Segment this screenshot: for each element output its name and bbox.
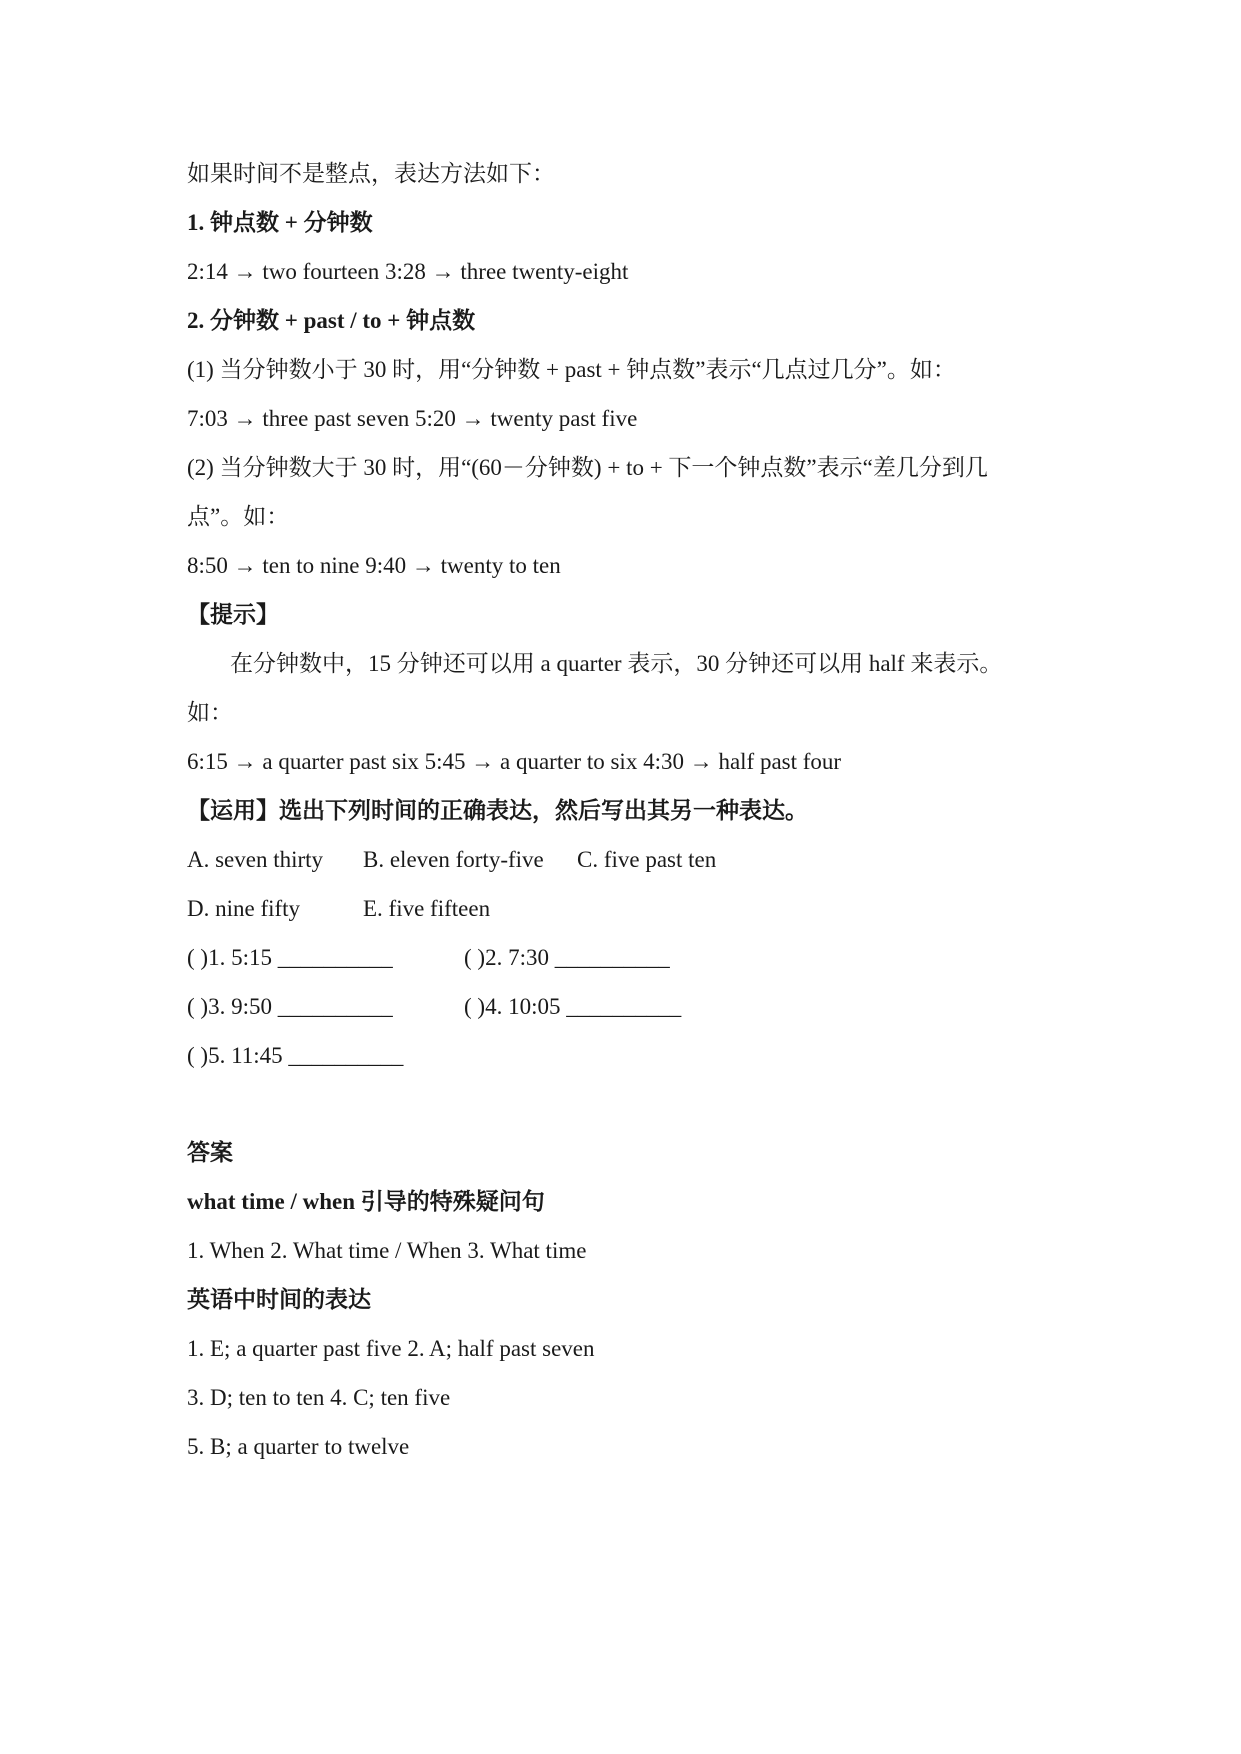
method1-heading: 1. 钟点数 + 分钟数 (187, 210, 373, 235)
option-d: D. nine fifty (187, 896, 301, 921)
answers-section2-line3: 5. B; a quarter to twelve (187, 1434, 410, 1459)
method2-rule2-line2: 点”。如： (187, 504, 290, 529)
question-4[interactable]: ( )4. 10:05 __________ (464, 994, 682, 1019)
method2-example2: 8:50 → ten to nine 9:40 → twenty to ten (187, 553, 561, 578)
option-b: B. eleven forty-five (363, 847, 544, 872)
question-1[interactable]: ( )1. 5:15 __________ (187, 945, 393, 970)
question-3[interactable]: ( )3. 9:50 __________ (187, 994, 393, 1019)
question-2[interactable]: ( )2. 7:30 __________ (464, 945, 670, 970)
method1-example: 2:14 → two fourteen 3:28 → three twenty-eight (187, 259, 629, 284)
question-row-1 (187, 943, 670, 973)
answers-section1-title: what time / when 引导的特殊疑问句 (187, 1189, 545, 1214)
option-a: A. seven thirty (187, 847, 324, 872)
method2-rule2-line1: (2) 当分钟数大于 30 时，用“(60－分钟数) + to + 下一个钟点数”表示“差几分到几 (187, 455, 988, 480)
options-row-2 (187, 894, 490, 924)
options-row-1 (187, 845, 716, 875)
question-5[interactable]: ( )5. 11:45 __________ (187, 1043, 404, 1068)
method2-rule1: (1) 当分钟数小于 30 时，用“分钟数 + past + 钟点数”表示“几点过几分”。如： (187, 357, 956, 382)
option-c: C. five past ten (577, 847, 717, 872)
tip-text-line2: 如： (187, 700, 233, 725)
method2-example1: 7:03 → three past seven 5:20 → twenty past five (187, 406, 638, 431)
question-row-3 (187, 1041, 403, 1071)
answers-section2-title: 英语中时间的表达 (187, 1287, 371, 1312)
practice-heading: 【运用】选出下列时间的正确表达，然后写出其另一种表达。 (187, 798, 808, 823)
answers-heading: 答案 (187, 1140, 233, 1165)
answers-section1-answers: 1. When 2. What time / When 3. What time (187, 1238, 587, 1263)
answers-section2-line2: 3. D; ten to ten 4. C; ten five (187, 1385, 451, 1410)
option-e: E. five fifteen (363, 896, 491, 921)
tip-example: 6:15 → a quarter past six 5:45 → a quarter to six 4:30 → half past four (187, 749, 842, 774)
method2-heading: 2. 分钟数 + past / to + 钟点数 (187, 308, 476, 333)
intro-text: 如果时间不是整点，表达方法如下： (187, 161, 555, 186)
tip-text-line1: 在分钟数中，15 分钟还可以用 a quarter 表示，30 分钟还可以用 half 来表示。 (230, 651, 1003, 676)
tip-heading: 【提示】 (187, 602, 279, 627)
answers-section2-line1: 1. E; a quarter past five 2. A; half past seven (187, 1336, 595, 1361)
question-row-2 (187, 992, 681, 1022)
